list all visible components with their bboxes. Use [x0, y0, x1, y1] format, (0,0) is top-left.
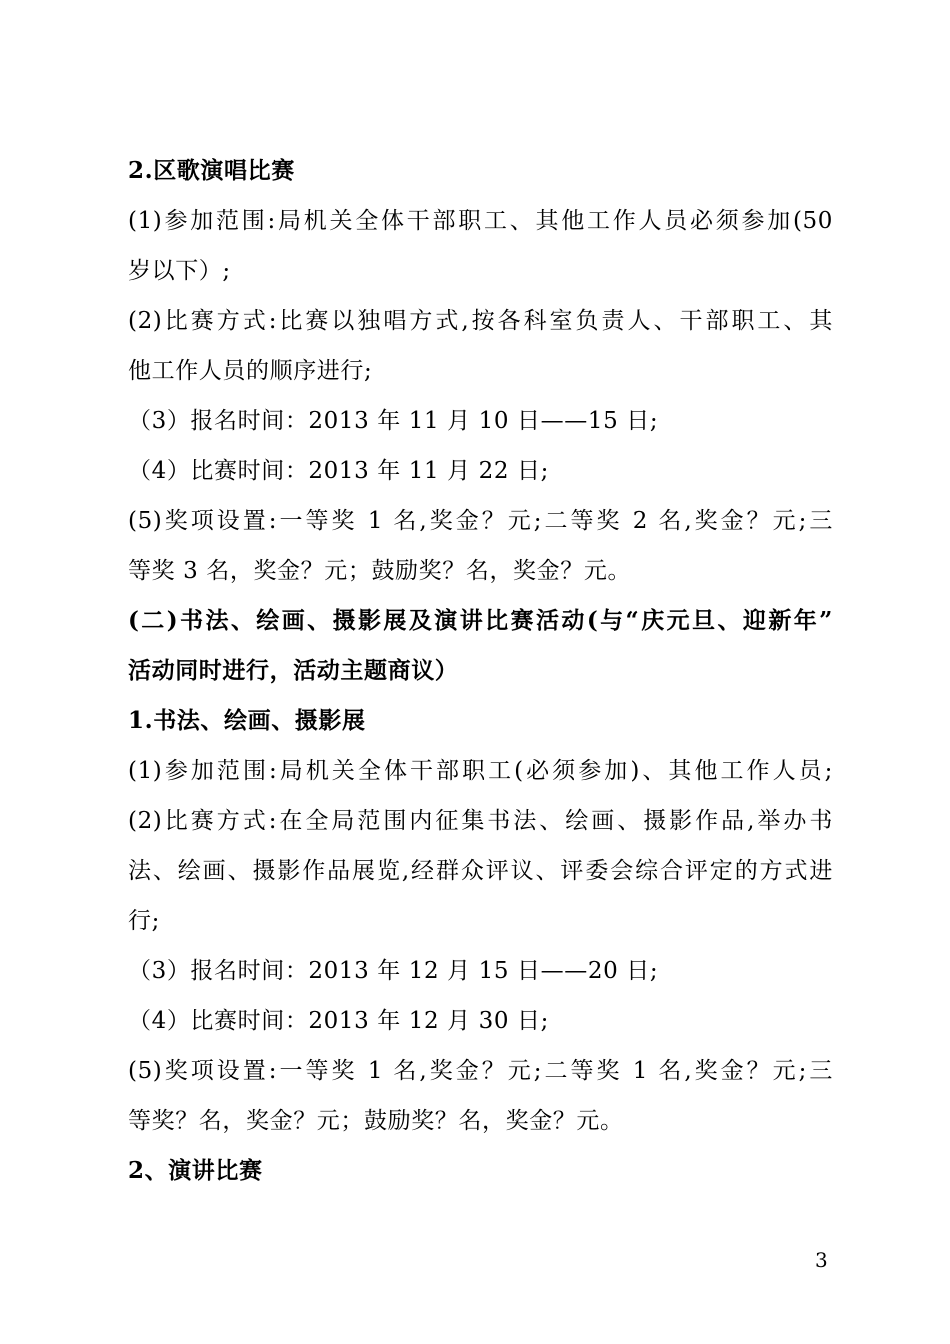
- paragraph-line: （4）比赛时间：2013 年 12 月 30 日;: [128, 1008, 550, 1034]
- page-number: 3: [815, 1248, 828, 1272]
- paragraph-line: （4）比赛时间：2013 年 11 月 22 日;: [128, 458, 550, 484]
- paragraph-line: (1)参加范围:局机关全体干部职工、其他工作人员必须参加(50: [128, 208, 833, 234]
- paragraph-line: (5)奖项设置:一等奖 1 名,奖金？元;二等奖 1 名,奖金？元;三: [128, 1058, 833, 1084]
- paragraph-line: 他工作人员的顺序进行;: [128, 358, 373, 384]
- paragraph-line: 等奖？名，奖金？元；鼓励奖？名，奖金？元。: [128, 1108, 624, 1134]
- paragraph-line: 行;: [128, 908, 160, 934]
- heading-art-exhibition: 1.书法、绘画、摄影展: [128, 707, 366, 734]
- section-heading: 活动同时进行，活动主题商议）: [128, 657, 459, 684]
- paragraph-line: (2)比赛方式:在全局范围内征集书法、绘画、摄影作品,举办书: [128, 808, 833, 834]
- paragraph-line: (2)比赛方式:比赛以独唱方式,按各科室负责人、干部职工、其: [128, 308, 833, 334]
- paragraph-line: 等奖 3 名，奖金？元；鼓励奖？名，奖金？元。: [128, 558, 632, 584]
- section-heading: (二)书法、绘画、摄影展及演讲比赛活动(与“庆元旦、迎新年”: [128, 607, 833, 634]
- heading-choir-contest: 2.区歌演唱比赛: [128, 157, 295, 184]
- heading-speech-contest: 2、演讲比赛: [128, 1157, 263, 1184]
- paragraph-line: 法、绘画、摄影作品展览,经群众评议、评委会综合评定的方式进: [128, 858, 833, 884]
- paragraph-line: （3）报名时间：2013 年 12 月 15 日——20 日;: [128, 958, 659, 984]
- paragraph-line: 岁以下）;: [128, 258, 231, 284]
- paragraph-line: （3）报名时间：2013 年 11 月 10 日——15 日;: [128, 408, 659, 434]
- paragraph-line: (1)参加范围:局机关全体干部职工(必须参加)、其他工作人员;: [128, 758, 833, 784]
- paragraph-line: (5)奖项设置:一等奖 1 名,奖金？元;二等奖 2 名,奖金？元;三: [128, 508, 833, 534]
